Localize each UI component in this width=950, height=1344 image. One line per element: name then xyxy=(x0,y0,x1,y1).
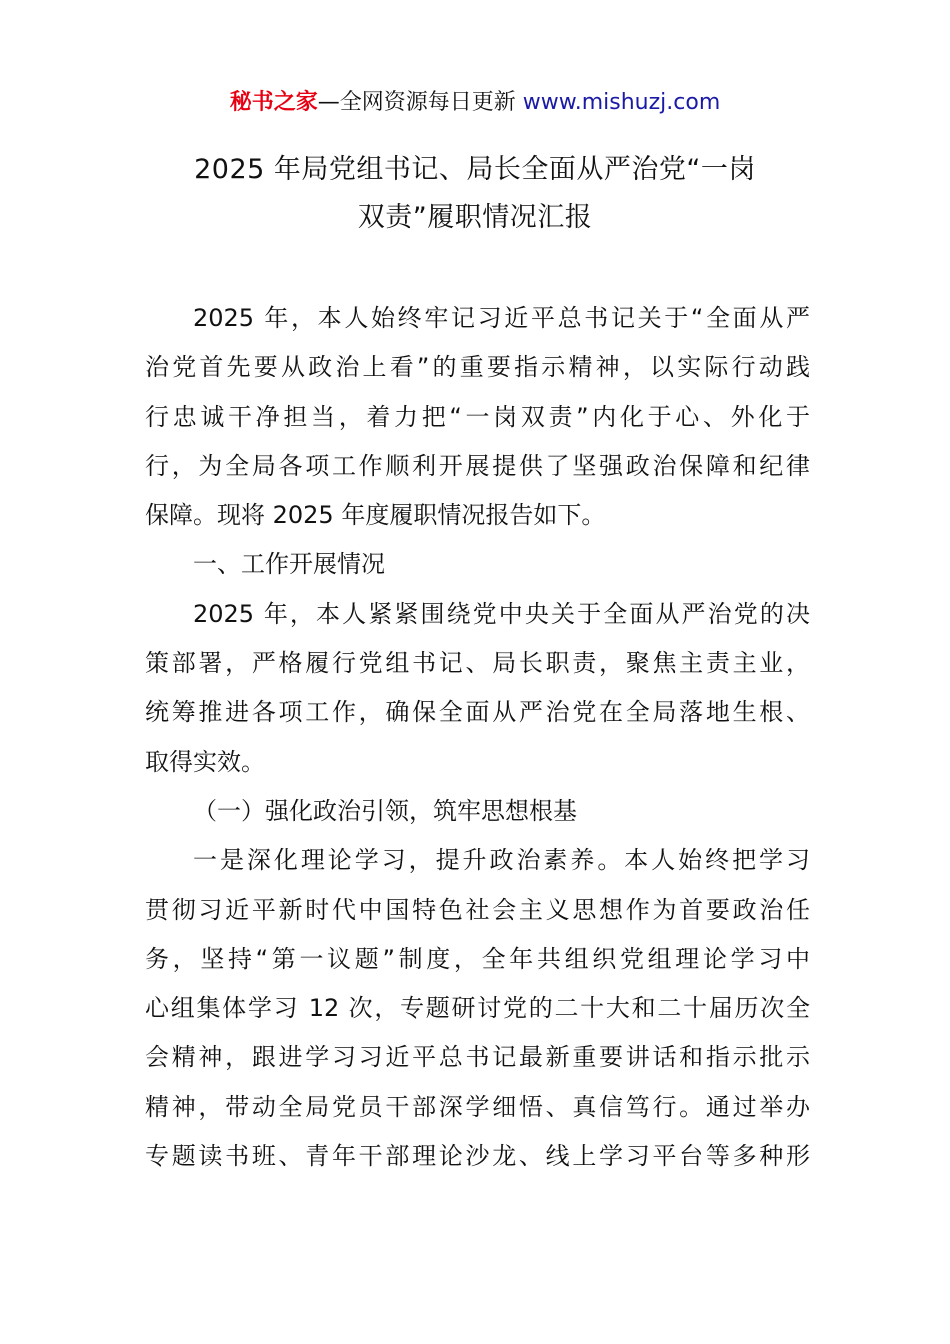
paragraph-1-line: 行，为全局各项工作顺利开展提供了坚强政治保障和纪律 xyxy=(145,451,810,480)
header-tagline: —全网资源每日更新 xyxy=(317,90,523,115)
brand-name: 秘书之家 xyxy=(229,90,318,115)
paragraph-3-line: 专题读书班、青年干部理论沙龙、线上学习平台等多种形 xyxy=(145,1142,810,1171)
paragraph-2-line: 2025 年，本人紧紧围绕党中央关于全面从严治党的决 xyxy=(193,599,810,628)
document-title xyxy=(120,146,830,242)
paragraph-3-line: 一是深化理论学习，提升政治素养。本人始终把学习 xyxy=(193,846,810,875)
paragraph-3-line: 务，坚持“第一议题”制度，全年共组织党组理论学习中 xyxy=(145,944,810,973)
section-heading: 一、工作开展情况 xyxy=(193,550,385,579)
paragraph-1-line: 治党首先要从政治上看”的重要指示精神，以实际行动践 xyxy=(145,353,810,382)
title-line-1: 2025 年局党组书记、局长全面从严治党“一岗 xyxy=(194,154,756,185)
subsection-heading: （一）强化政治引领，筑牢思想根基 xyxy=(193,796,577,825)
paragraph-2-line: 取得实效。 xyxy=(145,747,265,776)
document-body xyxy=(145,294,810,1181)
paragraph-3-line: 心组集体学习 12 次，专题研讨党的二十大和二十届历次全 xyxy=(145,994,810,1023)
paragraph-2-line: 策部署，严格履行党组书记、局长职责，聚焦主责主业， xyxy=(145,649,810,678)
paragraph-1-line: 2025 年，本人始终牢记习近平总书记关于“全面从严 xyxy=(193,304,810,332)
paragraph-3-line: 精神，带动全局党员干部深学细悟、真信笃行。通过举办 xyxy=(145,1092,810,1121)
paragraph-3-line: 贯彻习近平新时代中国特色社会主义思想作为首要政治任 xyxy=(145,895,810,924)
paragraph-1-line: 行忠诚干净担当，着力把“一岗双责”内化于心、外化于 xyxy=(145,402,810,431)
paragraph-1-line: 保障。现将 2025 年度履职情况报告如下。 xyxy=(145,501,606,530)
paragraph-3-line: 会精神，跟进学习习近平总书记最新重要讲话和指示批示 xyxy=(145,1043,810,1072)
title-line-2: 双责”履职情况汇报 xyxy=(357,202,593,233)
paragraph-2-line: 统筹推进各项工作，确保全面从严治党在全局落地生根、 xyxy=(145,698,810,727)
site-header xyxy=(0,87,950,119)
site-url-link[interactable]: www.mishuzj.com xyxy=(522,90,721,115)
